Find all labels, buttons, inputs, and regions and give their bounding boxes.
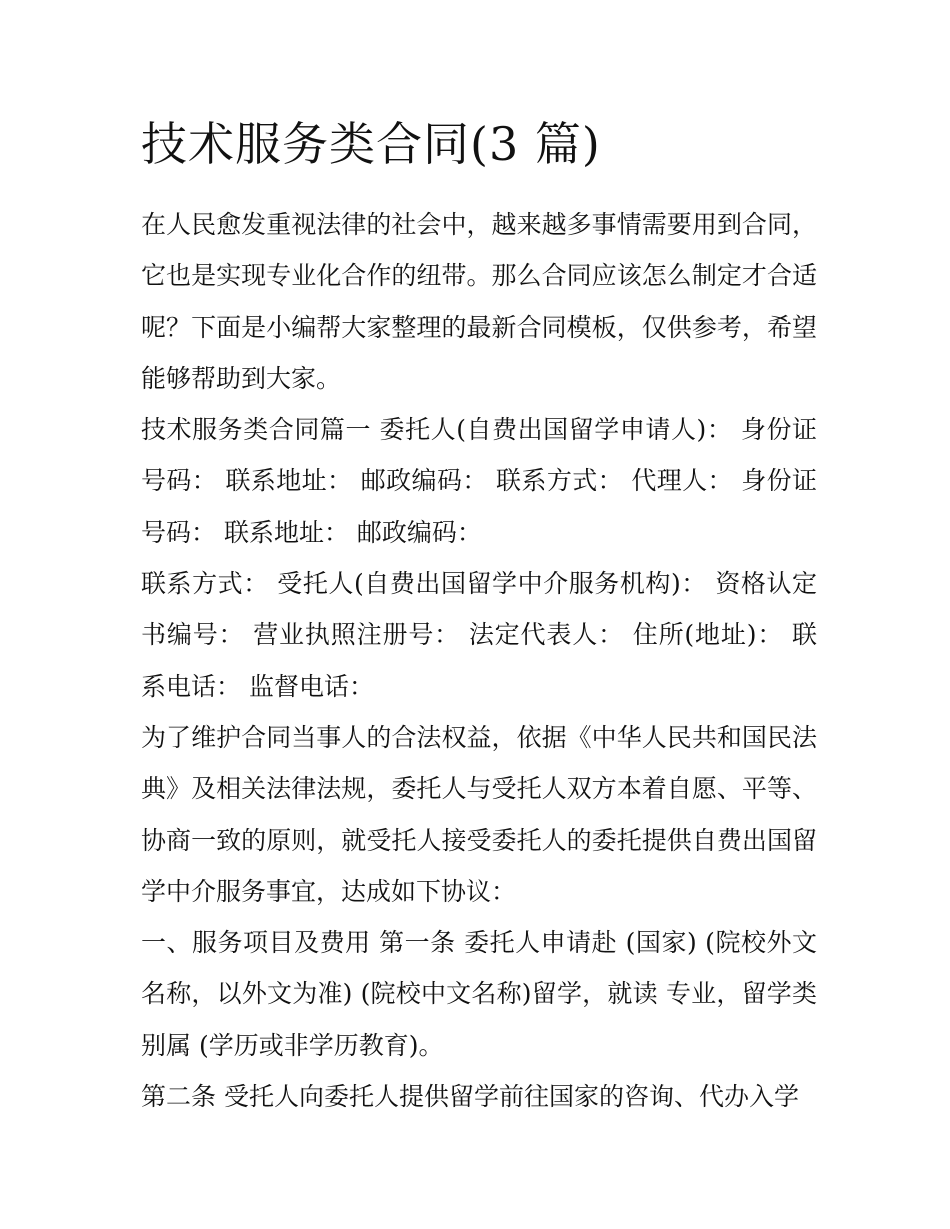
paragraph-article-1: 一、服务项目及费用 第一条 委托人申请赴 (国家) (院校外文名称，以外文为准) (院校中文名称)留学，就读 专业，留学类别属 (学历或非学历教育)。	[141, 928, 817, 1060]
paragraph-parties-client: 技术服务类合同篇一 委托人(自费出国留学申请人)： 身份证号码： 联系地址： 邮政编码： 联系方式： 代理人： 身份证号码： 联系地址： 邮政编码：	[141, 415, 817, 547]
document-title: 技术服务类合同(3 篇)	[141, 117, 601, 171]
paragraph-intro: 在人民愈发重视法律的社会中，越来越多事情需要用到合同，它也是实现专业化合作的纽带。那么合同应该怎么制定才合适呢？下面是小编帮大家整理的最新合同模板，仅供参考，希望能够帮助到大家。	[141, 210, 817, 393]
paragraph-parties-agent: 联系方式： 受托人(自费出国留学中介服务机构)： 资格认定书编号： 营业执照注册号： 法定代表人： 住所(地址)： 联系电话： 监督电话：	[141, 569, 817, 701]
document-body	[141, 199, 817, 1122]
paragraph-article-2: 第二条 受托人向委托人提供留学前往国家的咨询、代办入学	[141, 1082, 799, 1112]
paragraph-preamble: 为了维护合同当事人的合法权益，依据《中华人民共和国民法典》及相关法律法规，委托人与受托人双方本着自愿、平等、协商一致的原则，就受托人接受委托人的委托提供自费出国留学中介服务事宜，达成如下协议：	[141, 722, 817, 906]
